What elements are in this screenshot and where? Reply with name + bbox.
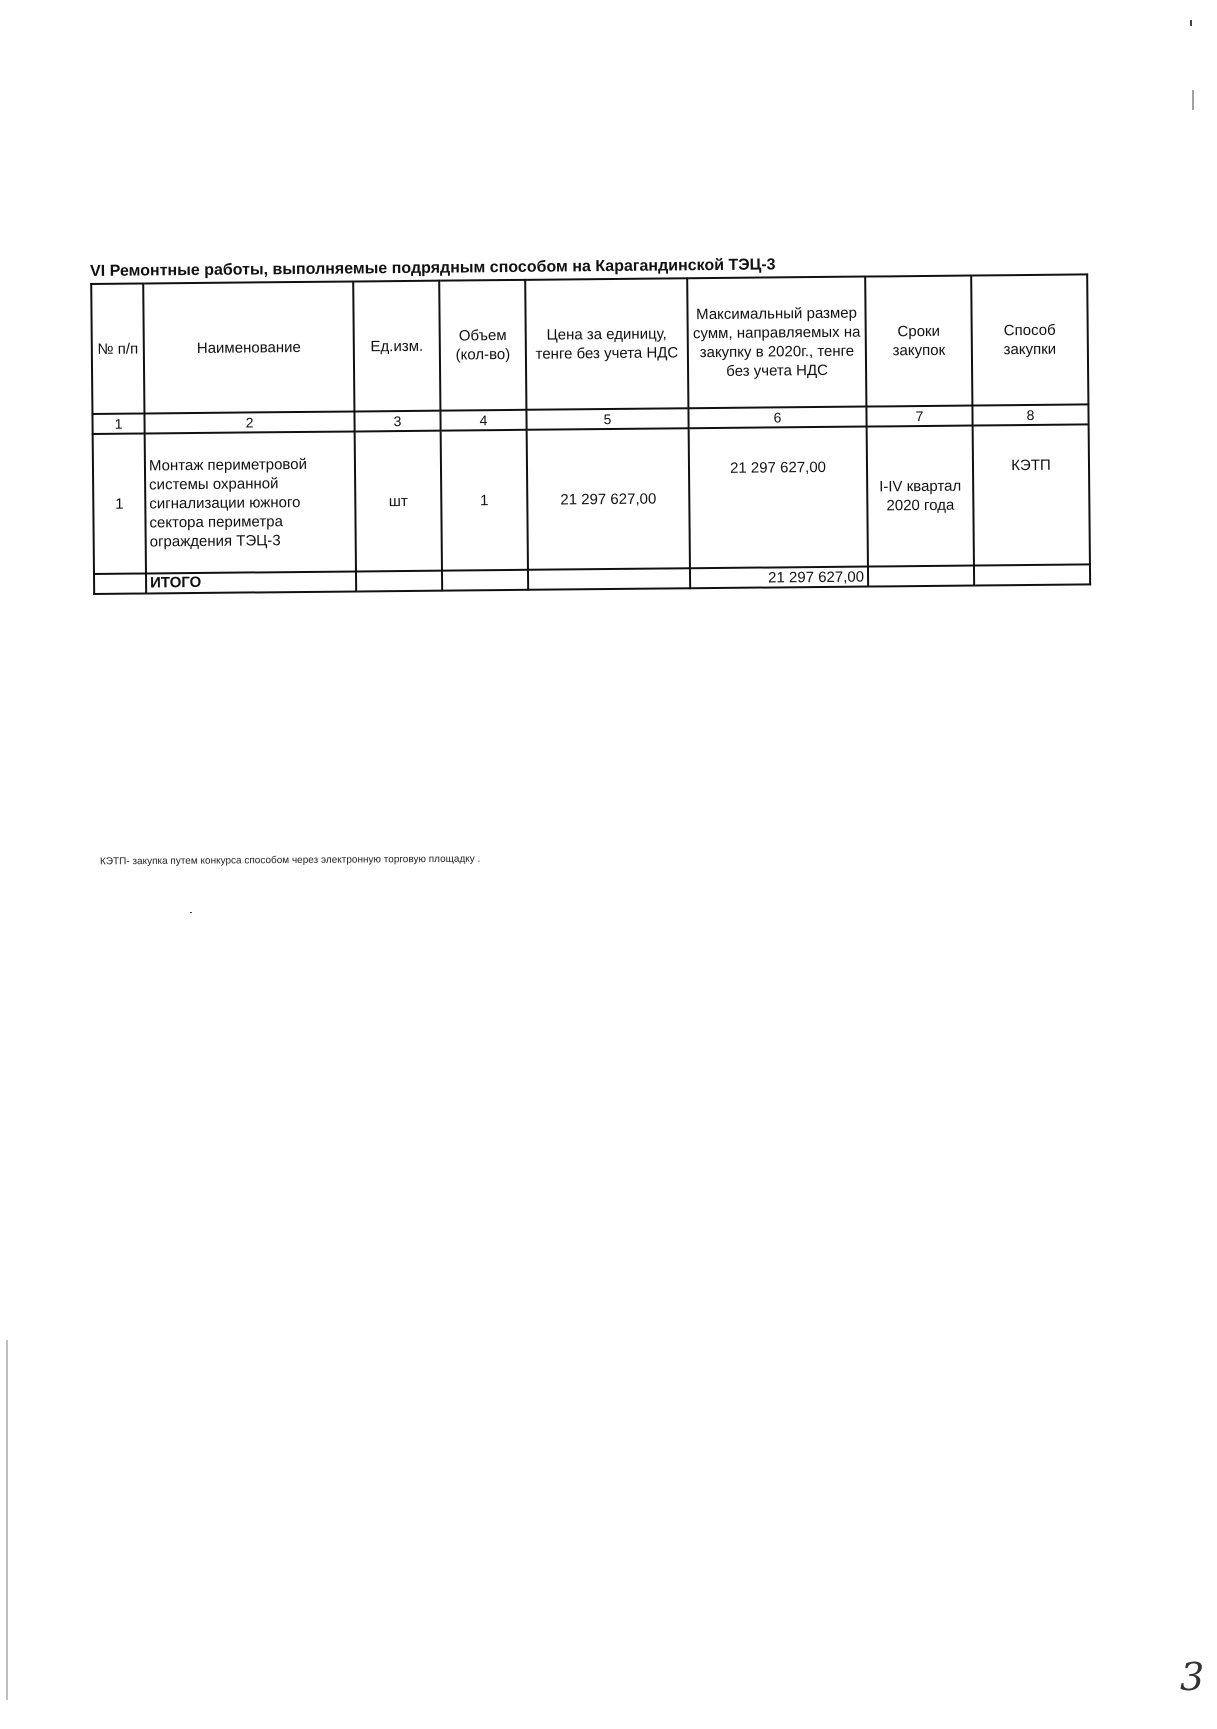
scan-speck [6, 1340, 8, 1700]
footnote: КЭТП- закупка путем конкурса способом через электронную торговую площадку . [99, 853, 481, 868]
row-number: 1 [93, 433, 146, 573]
item-method: КЭТП [973, 424, 1090, 565]
item-period: I-IV квартал 2020 года [867, 426, 974, 567]
table-header-row [91, 274, 1088, 414]
column-number: 5 [526, 408, 688, 430]
total-sum: 21 297 627,00 [690, 567, 868, 589]
total-label: ИТОГО [146, 571, 356, 593]
header-cell: № п/п [91, 283, 144, 413]
total-empty-cell [868, 566, 974, 587]
column-number: 7 [866, 406, 972, 427]
header-cell: Сроки закупок [865, 276, 972, 407]
column-number: 4 [440, 410, 526, 431]
column-number: 8 [972, 404, 1088, 425]
total-empty-cell [974, 564, 1090, 585]
total-empty-cell [442, 570, 528, 591]
document-sheet [90, 252, 1089, 595]
column-number: 2 [144, 411, 354, 433]
page-number: 3 [1180, 1655, 1205, 1699]
total-empty-cell [94, 573, 146, 593]
item-name: Монтаж периметровой системы охранной сигнализации южного сектора периметра ограждения ТЭЦ-3 [145, 431, 356, 573]
scan-speck [190, 912, 192, 913]
procurement-table [90, 273, 1091, 595]
total-empty-cell [528, 568, 690, 590]
total-empty-cell [356, 571, 442, 592]
header-cell: Максимальный размер сумм, направляемых на закупку в 2020г., тенге без учета НДС [687, 277, 866, 409]
section-title: VI Ремонтные работы, выполняемые подрядным способом на Карагандинской ТЭЦ-3 [90, 256, 776, 280]
item-unit-price: 21 297 627,00 [527, 428, 690, 570]
column-number: 3 [354, 411, 440, 432]
scan-speck [1190, 20, 1192, 26]
table-row [93, 424, 1090, 574]
column-number: 6 [688, 407, 866, 429]
header-cell: Цена за единицу, тенге без учета НДС [525, 278, 688, 410]
item-max-sum: 21 297 627,00 [689, 427, 868, 569]
scan-speck [1192, 90, 1194, 110]
header-cell: Способ закупки [971, 274, 1088, 405]
column-number: 1 [92, 413, 144, 433]
header-cell: Наименование [143, 281, 354, 413]
header-cell: Ед.изм. [353, 281, 440, 412]
item-quantity: 1 [441, 430, 528, 571]
header-cell: Объем (кол-во) [439, 280, 526, 411]
item-unit: шт [355, 431, 442, 572]
